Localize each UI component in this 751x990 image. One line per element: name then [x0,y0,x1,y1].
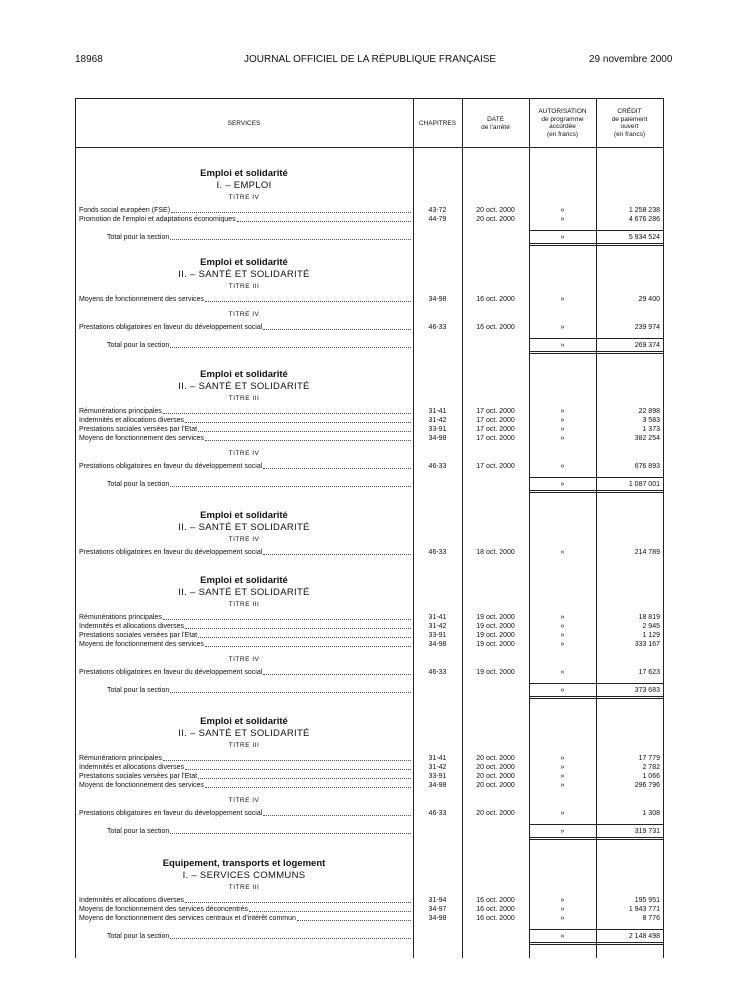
ministry-heading: Equipement, transports et logement [162,858,326,869]
table-top-border [75,98,664,99]
autorisation-value: » [560,549,565,556]
dot-leader [185,416,411,423]
total-rule [529,942,663,943]
dot-leader [185,896,411,903]
total-rule [529,243,663,244]
appropriations-table [75,98,664,958]
credit-value: 22 898 [638,408,660,415]
dot-leader [170,480,411,487]
division-heading: II. – SANTÉ ET SOLIDARITÉ [178,269,310,280]
total-autorisation: » [560,933,565,940]
autorisation-value: » [560,463,565,470]
autorisation-value: » [560,435,565,442]
autorisation-value: » [560,408,565,415]
service-label [79,905,411,914]
dot-leader [205,781,411,788]
arrete-date: 16 oct. 2000 [476,324,515,331]
credit-value: 2 945 [642,623,660,630]
credit-value: 17 623 [638,669,660,676]
arrete-date: 16 oct. 2000 [476,906,515,913]
page-number: 18968 [75,54,103,65]
service-label-text: Prestations obligatoires en faveur du développement social [79,810,263,817]
dot-leader [171,206,411,213]
credit-value: 1 373 [642,426,660,433]
service-label-text: Prestations obligatoires en faveur du développement social [79,463,263,470]
col-header-autorisation [529,108,596,138]
dot-leader [163,754,411,761]
service-label-text: Moyens de fonctionnement des services [79,782,204,789]
total-credit: 1 087 001 [628,481,660,488]
service-label [79,548,411,557]
titre-heading: TITRE IV [228,450,260,457]
dot-leader [205,295,411,302]
service-label-text: Indemnités et allocations diverses [79,764,185,771]
autorisation-value: » [560,906,565,913]
col-border-1 [413,98,414,958]
chapitre-code: 44-79 [428,216,447,223]
chapitre-code: 46-33 [428,463,447,470]
service-label-text: Moyens de fonctionnement des services [79,641,204,648]
service-label [79,896,411,905]
service-label [79,781,411,790]
total-credit: 5 934 524 [628,234,660,241]
dot-leader [170,341,411,348]
dot-leader [170,233,411,240]
service-label [79,754,411,763]
ministry-heading: Emploi et solidarité [200,510,288,521]
dot-leader [263,462,411,469]
service-label-text: Indemnités et allocations diverses [79,417,185,424]
service-label [79,772,411,781]
service-label-text: Total pour la section [107,687,170,694]
chapitre-code: 31-94 [428,897,447,904]
division-heading: II. – SANTÉ ET SOLIDARITÉ [178,522,310,533]
total-rule [529,477,663,478]
autorisation-value: » [560,207,565,214]
credit-value: 296 796 [634,782,660,789]
titre-heading: TITRE IV [228,536,260,543]
dot-leader [170,686,411,693]
chapitre-code: 31-41 [428,614,447,621]
service-label [79,622,411,631]
col-header-date-line: DATE [487,116,504,123]
chapitre-code: 31-42 [428,764,447,771]
division-heading: II. – SANTÉ ET SOLIDARITÉ [178,587,310,598]
ministry-heading: Emploi et solidarité [200,369,288,380]
service-label-text: Prestations obligatoires en faveur du développement social [79,324,263,331]
service-label-text: Total pour la section [107,234,170,241]
credit-value: 2 782 [642,764,660,771]
service-label-text: Rémunérations principales [79,755,162,762]
credit-value: 4 676 286 [628,216,660,223]
col-header-date [462,116,529,131]
credit-value: 676 893 [634,463,660,470]
total-autorisation: » [560,828,565,835]
credit-value: 1 258 238 [628,207,660,214]
dot-leader [263,548,411,555]
credit-value: 333 167 [634,641,660,648]
service-label [79,425,411,434]
total-rule [529,929,663,930]
service-label [79,206,411,215]
col-border-2 [462,98,463,958]
total-autorisation: » [560,234,565,241]
autorisation-value: » [560,614,565,621]
dot-leader [297,914,411,921]
credit-value: 1 066 [642,773,660,780]
total-rule [529,351,663,352]
credit-value: 1 943 771 [628,906,660,913]
arrete-date: 16 oct. 2000 [476,296,515,303]
total-rule [529,696,663,697]
arrete-date: 20 oct. 2000 [476,782,515,789]
autorisation-value: » [560,782,565,789]
ministry-heading: Emploi et solidarité [200,575,288,586]
chapitre-code: 34-98 [428,641,447,648]
arrete-date: 20 oct. 2000 [476,755,515,762]
arrete-date: 17 oct. 2000 [476,426,515,433]
issue-date: 29 novembre 2000 [589,54,673,65]
autorisation-value: » [560,897,565,904]
chapitre-code: 34-97 [428,906,447,913]
service-label-text: Fonds social européen (FSE) [79,207,171,214]
autorisation-value: » [560,915,565,922]
dot-leader [198,631,411,638]
titre-heading: TITRE III [228,884,260,891]
service-label-text: Indemnités et allocations diverses [79,897,185,904]
arrete-date: 17 oct. 2000 [476,463,515,470]
total-credit: 319 731 [634,828,660,835]
division-heading: II. – SANTÉ ET SOLIDARITÉ [178,381,310,392]
total-credit: 2 148 498 [628,933,660,940]
division-heading: II. – SANTÉ ET SOLIDARITÉ [178,728,310,739]
dot-leader [263,323,411,330]
col-header-credit [596,108,663,138]
ministry-heading: Emploi et solidarité [200,716,288,727]
service-label-text: Moyens de fonctionnement des services déconcentrés [79,906,248,913]
arrete-date: 19 oct. 2000 [476,669,515,676]
titre-heading: TITRE IV [228,656,260,663]
header-bottom-border [75,147,664,148]
service-label [79,323,411,332]
chapitre-code: 46-33 [428,324,447,331]
service-label [79,914,411,923]
arrete-date: 20 oct. 2000 [476,773,515,780]
autorisation-value: » [560,755,565,762]
titre-heading: TITRE III [228,283,260,290]
arrete-date: 20 oct. 2000 [476,207,515,214]
chapitre-code: 34-98 [428,435,447,442]
arrete-date: 19 oct. 2000 [476,632,515,639]
total-rule [529,824,663,825]
dot-leader [198,425,411,432]
chapitre-code: 31-42 [428,417,447,424]
col-border-right [663,98,664,958]
total-rule [529,944,663,945]
dot-leader [170,932,411,939]
titre-heading: TITRE III [228,395,260,402]
service-label [107,827,411,836]
autorisation-value: » [560,669,565,676]
service-label-text: Total pour la section [107,342,170,349]
autorisation-value: » [560,324,565,331]
arrete-date: 17 oct. 2000 [476,417,515,424]
autorisation-value: » [560,623,565,630]
autorisation-value: » [560,216,565,223]
service-label [79,462,411,471]
arrete-date: 16 oct. 2000 [476,897,515,904]
total-autorisation: » [560,342,565,349]
autorisation-value: » [560,417,565,424]
total-rule [529,492,663,493]
credit-value: 1 129 [642,632,660,639]
col-header-credit-line: (en francs) [613,130,646,138]
autorisation-value: » [560,632,565,639]
chapitre-code: 46-33 [428,810,447,817]
credit-value: 8 776 [642,915,660,922]
service-label [79,613,411,622]
service-label-text: Prestations obligatoires en faveur du développement social [79,549,263,556]
chapitre-code: 43-72 [428,207,447,214]
credit-value: 1 308 [642,810,660,817]
chapitre-code: 31-42 [428,623,447,630]
arrete-date: 17 oct. 2000 [476,435,515,442]
service-label [79,434,411,443]
total-rule [529,245,663,246]
col-header-credit-line: de paiement [611,115,648,123]
chapitre-code: 31-41 [428,408,447,415]
total-rule [529,683,663,684]
total-rule [529,698,663,699]
total-autorisation: » [560,687,565,694]
total-rule [529,839,663,840]
chapitre-code: 31-41 [428,755,447,762]
service-label [107,932,411,941]
service-label [79,668,411,677]
dot-leader [249,905,411,912]
col-header-autorisation-line: (en francs) [546,130,579,138]
autorisation-value: » [560,296,565,303]
dot-leader [163,613,411,620]
credit-value: 17 779 [638,755,660,762]
service-label [79,295,411,304]
chapitre-code: 34-98 [428,782,447,789]
service-label [107,341,411,350]
arrete-date: 20 oct. 2000 [476,216,515,223]
service-label [79,631,411,640]
autorisation-value: » [560,764,565,771]
chapitre-code: 33-91 [428,632,447,639]
credit-value: 195 951 [634,897,660,904]
chapitre-code: 33-91 [428,426,447,433]
col-header-autorisation-line: de programme [541,115,584,123]
division-heading: I. – SERVICES COMMUNS [182,870,306,881]
service-label [79,407,411,416]
credit-value: 18 819 [638,614,660,621]
service-label-text: Promotion de l'emploi et adaptations économiques [79,216,236,223]
titre-heading: TITRE IV [228,194,260,201]
service-label [107,480,411,489]
dot-leader [163,407,411,414]
total-credit: 373 683 [634,687,660,694]
service-label-text: Total pour la section [107,828,170,835]
chapitre-code: 34-98 [428,296,447,303]
arrete-date: 19 oct. 2000 [476,641,515,648]
total-rule [529,353,663,354]
service-label-text: Moyens de fonctionnement des services [79,296,204,303]
arrete-date: 18 oct. 2000 [476,549,515,556]
service-label-text: Moyens de fonctionnement des services centraux et d'intérêt commun [79,915,296,922]
col-header-date-line: de l'arrêté [481,123,510,131]
chapitre-code: 46-33 [428,669,447,676]
arrete-date: 20 oct. 2000 [476,810,515,817]
service-label-text: Prestations sociales versées par l'Etat [79,426,198,433]
credit-value: 3 583 [642,417,660,424]
credit-value: 214 789 [634,549,660,556]
titre-heading: TITRE IV [228,311,260,318]
dot-leader [185,622,411,629]
division-heading: I. – EMPLOI [216,180,272,191]
chapitre-code: 33-91 [428,773,447,780]
credit-value: 382 254 [634,435,660,442]
arrete-date: 20 oct. 2000 [476,764,515,771]
service-label [79,809,411,818]
arrete-date: 16 oct. 2000 [476,915,515,922]
arrete-date: 17 oct. 2000 [476,408,515,415]
ministry-heading: Emploi et solidarité [200,168,288,179]
autorisation-value: » [560,641,565,648]
titre-heading: TITRE IV [228,797,260,804]
chapitre-code: 34-98 [428,915,447,922]
arrete-date: 19 oct. 2000 [476,614,515,621]
service-label-text: Prestations sociales versées par l'Etat [79,773,198,780]
dot-leader [170,827,411,834]
titre-heading: TITRE III [228,601,260,608]
dot-leader [198,772,411,779]
total-rule [529,338,663,339]
titre-heading: TITRE III [228,742,260,749]
service-label-text: Rémunérations principales [79,614,162,621]
col-header-chapitres: CHAPITRES [418,120,457,127]
credit-value: 29 400 [638,296,660,303]
ministry-heading: Emploi et solidarité [200,257,288,268]
dot-leader [185,763,411,770]
service-label-text: Total pour la section [107,481,170,488]
credit-value: 239 974 [634,324,660,331]
service-label-text: Moyens de fonctionnement des services [79,435,204,442]
arrete-date: 19 oct. 2000 [476,623,515,630]
col-header-autorisation-line: AUTORISATION [538,108,587,115]
dot-leader [237,215,411,222]
total-autorisation: » [560,481,565,488]
chapitre-code: 46-33 [428,549,447,556]
dot-leader [263,809,411,816]
service-label-text: Prestations sociales versées par l'Etat [79,632,198,639]
dot-leader [263,668,411,675]
col-header-autorisation-line: accordée [549,123,576,130]
total-credit: 269 374 [634,342,660,349]
total-rule [529,837,663,838]
service-label-text: Indemnités et allocations diverses [79,623,185,630]
autorisation-value: » [560,426,565,433]
total-rule [529,490,663,491]
col-header-credit-line: ouvert [620,123,639,130]
service-label [107,686,411,695]
journal-title: JOURNAL OFFICIEL DE LA RÉPUBLIQUE FRANÇAISE [244,54,497,65]
autorisation-value: » [560,773,565,780]
service-label [79,215,411,224]
service-label-text: Total pour la section [107,933,170,940]
service-label-text: Rémunérations principales [79,408,162,415]
service-label [79,763,411,772]
dot-leader [205,640,411,647]
service-label [107,233,411,242]
col-header-services: SERVICES [227,120,261,127]
dot-leader [205,434,411,441]
service-label [79,416,411,425]
total-rule [529,230,663,231]
service-label-text: Prestations obligatoires en faveur du développement social [79,669,263,676]
col-header-credit-line: CRÉDIT [617,108,642,115]
service-label [79,640,411,649]
autorisation-value: » [560,810,565,817]
